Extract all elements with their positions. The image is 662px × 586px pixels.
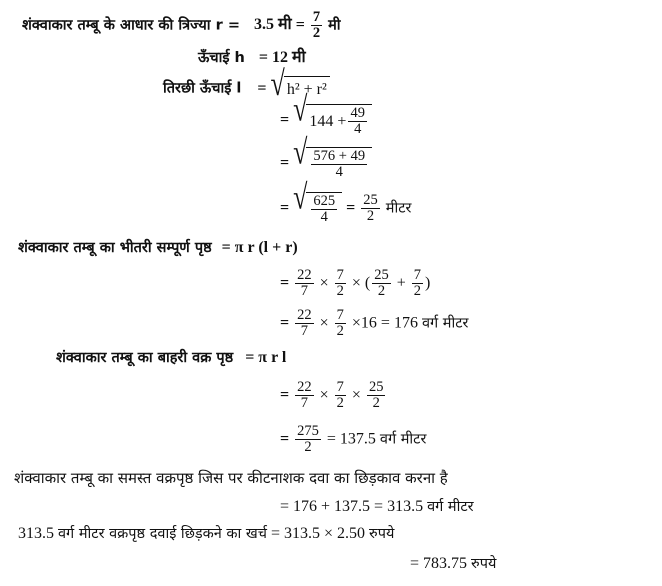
unit: वर्ग मीटर bbox=[379, 431, 427, 448]
height-value: = 12 मी bbox=[258, 49, 306, 66]
frac-num: 22 bbox=[297, 307, 312, 323]
close-paren: ) bbox=[425, 274, 431, 292]
frac-num: 22 bbox=[297, 379, 312, 395]
outer-surface-label: शंक्वाकार तम्बू का बाहरी वक्र पृष्ठ bbox=[56, 350, 234, 366]
outer-surface-formula: = π r l bbox=[245, 349, 287, 366]
radicand: h² + r² bbox=[284, 76, 330, 102]
frac-num: 275 bbox=[297, 423, 319, 439]
radius-fraction bbox=[311, 10, 322, 41]
frac-den: 2 bbox=[366, 208, 375, 225]
inner-surface-formula: = π r (l + r) bbox=[221, 239, 298, 256]
radius-value: 3.5 मी bbox=[253, 16, 292, 34]
fraction bbox=[335, 380, 346, 411]
cost-total: = 783.75 bbox=[410, 555, 468, 572]
radical-sign: √ bbox=[270, 64, 285, 104]
radicand-fraction bbox=[311, 194, 337, 225]
slant-label: तिरछी ऊँचाई l bbox=[163, 80, 242, 97]
cost-calc: = 313.5 × 2.50 bbox=[270, 525, 366, 542]
radical-sign: √ bbox=[293, 132, 308, 172]
frac-den: 2 bbox=[336, 395, 344, 412]
radius-unit: मी bbox=[328, 17, 341, 34]
frac-den: 2 bbox=[336, 323, 344, 340]
fraction bbox=[372, 268, 391, 299]
fraction bbox=[295, 308, 314, 339]
fraction bbox=[412, 268, 423, 299]
fraction bbox=[295, 424, 321, 455]
fraction bbox=[335, 268, 346, 299]
radicand bbox=[306, 192, 342, 225]
frac-den: 4 bbox=[354, 121, 362, 138]
radical bbox=[293, 177, 342, 226]
frac-den: 7 bbox=[300, 323, 308, 340]
frac-num: 7 bbox=[336, 379, 344, 395]
cost-label: वर्ग मीटर वक्रपृष्ठ दवाई छिड़कने का खर्च bbox=[58, 526, 267, 542]
fraction bbox=[335, 308, 346, 339]
currency: रुपये bbox=[471, 556, 497, 572]
frac-num: 576 + 49 bbox=[313, 148, 366, 164]
radicand-fraction bbox=[311, 149, 367, 180]
eq: = bbox=[280, 199, 290, 217]
radicand-fraction bbox=[348, 106, 367, 137]
frac-num: 7 bbox=[312, 9, 321, 25]
frac-num: 7 bbox=[413, 267, 422, 283]
times: × bbox=[319, 386, 329, 404]
plus: + bbox=[396, 274, 406, 292]
frac-den: 2 bbox=[304, 439, 312, 456]
total-surface-calc bbox=[280, 499, 474, 515]
times: × bbox=[319, 314, 329, 332]
outer-surface-step-1 bbox=[280, 380, 387, 411]
result-fraction bbox=[361, 193, 380, 224]
unit: मीटर bbox=[385, 200, 412, 217]
radicand-text: 144 + bbox=[309, 112, 347, 130]
height-label: ऊँचाई h bbox=[198, 50, 245, 66]
slant-eq: = bbox=[257, 79, 267, 97]
eq: = bbox=[280, 430, 290, 448]
eq: = bbox=[280, 111, 290, 129]
result: = 137.5 bbox=[326, 430, 376, 448]
eq: = bbox=[280, 386, 290, 404]
radical-sign: √ bbox=[293, 177, 308, 217]
radical-sign: √ bbox=[293, 89, 308, 129]
times-paren: × ( bbox=[351, 274, 371, 292]
result: ×16 = 176 bbox=[351, 314, 418, 332]
calc: = 176 + 137.5 = 313.5 bbox=[280, 498, 424, 515]
unit: वर्ग मीटर bbox=[421, 315, 469, 332]
frac-den: 2 bbox=[372, 395, 380, 412]
eq: = bbox=[280, 274, 290, 292]
radius-label: शंक्वाकार तम्बू के आधार की त्रिज्या r = bbox=[22, 17, 240, 34]
frac-den: 2 bbox=[377, 283, 386, 300]
radicand bbox=[306, 147, 372, 180]
cost-result bbox=[410, 556, 496, 572]
inner-surface-step-1 bbox=[280, 268, 430, 299]
frac-num: 49 bbox=[350, 105, 365, 121]
frac-num: 7 bbox=[336, 307, 344, 323]
inner-surface-label: शंक्वाकार तम्बू का भीतरी सम्पूर्ण पृष्ठ bbox=[18, 240, 212, 256]
radical bbox=[293, 132, 372, 181]
times: × bbox=[351, 386, 361, 404]
inner-surface-step-2 bbox=[280, 308, 468, 339]
cost-line bbox=[18, 526, 394, 542]
frac-den: 2 bbox=[312, 25, 321, 42]
fraction bbox=[367, 380, 386, 411]
frac-num: 25 bbox=[363, 192, 378, 208]
fraction bbox=[295, 268, 314, 299]
height-line bbox=[198, 50, 306, 66]
unit: वर्ग मीटर bbox=[427, 499, 474, 515]
slant-step-3 bbox=[280, 177, 412, 226]
frac-den: 2 bbox=[413, 283, 422, 300]
frac-den: 7 bbox=[300, 395, 308, 412]
radius-line bbox=[22, 10, 341, 41]
fraction bbox=[295, 380, 314, 411]
times: × bbox=[319, 274, 329, 292]
slant-step-2 bbox=[280, 132, 372, 181]
frac-den: 7 bbox=[300, 283, 308, 300]
radicand bbox=[306, 104, 372, 137]
frac-den: 4 bbox=[335, 164, 343, 181]
inner-surface-line bbox=[18, 240, 298, 256]
outer-surface-line bbox=[56, 350, 286, 366]
eq: = bbox=[280, 154, 290, 172]
eq: = bbox=[280, 314, 290, 332]
frac-den: 4 bbox=[320, 209, 328, 226]
total-surface-statement: शंक्वाकार तम्बू का समस्त वक्रपृष्ठ जिस पर कीटनाशक दवा का छिड़काव करना है bbox=[14, 469, 448, 487]
eq: = bbox=[346, 199, 356, 217]
frac-num: 7 bbox=[336, 267, 344, 283]
outer-surface-step-2 bbox=[280, 424, 426, 455]
frac-num: 25 bbox=[374, 267, 389, 283]
frac-den: 2 bbox=[336, 283, 344, 300]
area-value: 313.5 bbox=[18, 525, 54, 542]
currency: रुपये bbox=[369, 526, 395, 542]
frac-num: 25 bbox=[368, 379, 384, 395]
frac-num: 625 bbox=[313, 193, 336, 209]
frac-num: 22 bbox=[297, 267, 312, 283]
radius-eq: = bbox=[295, 16, 305, 34]
